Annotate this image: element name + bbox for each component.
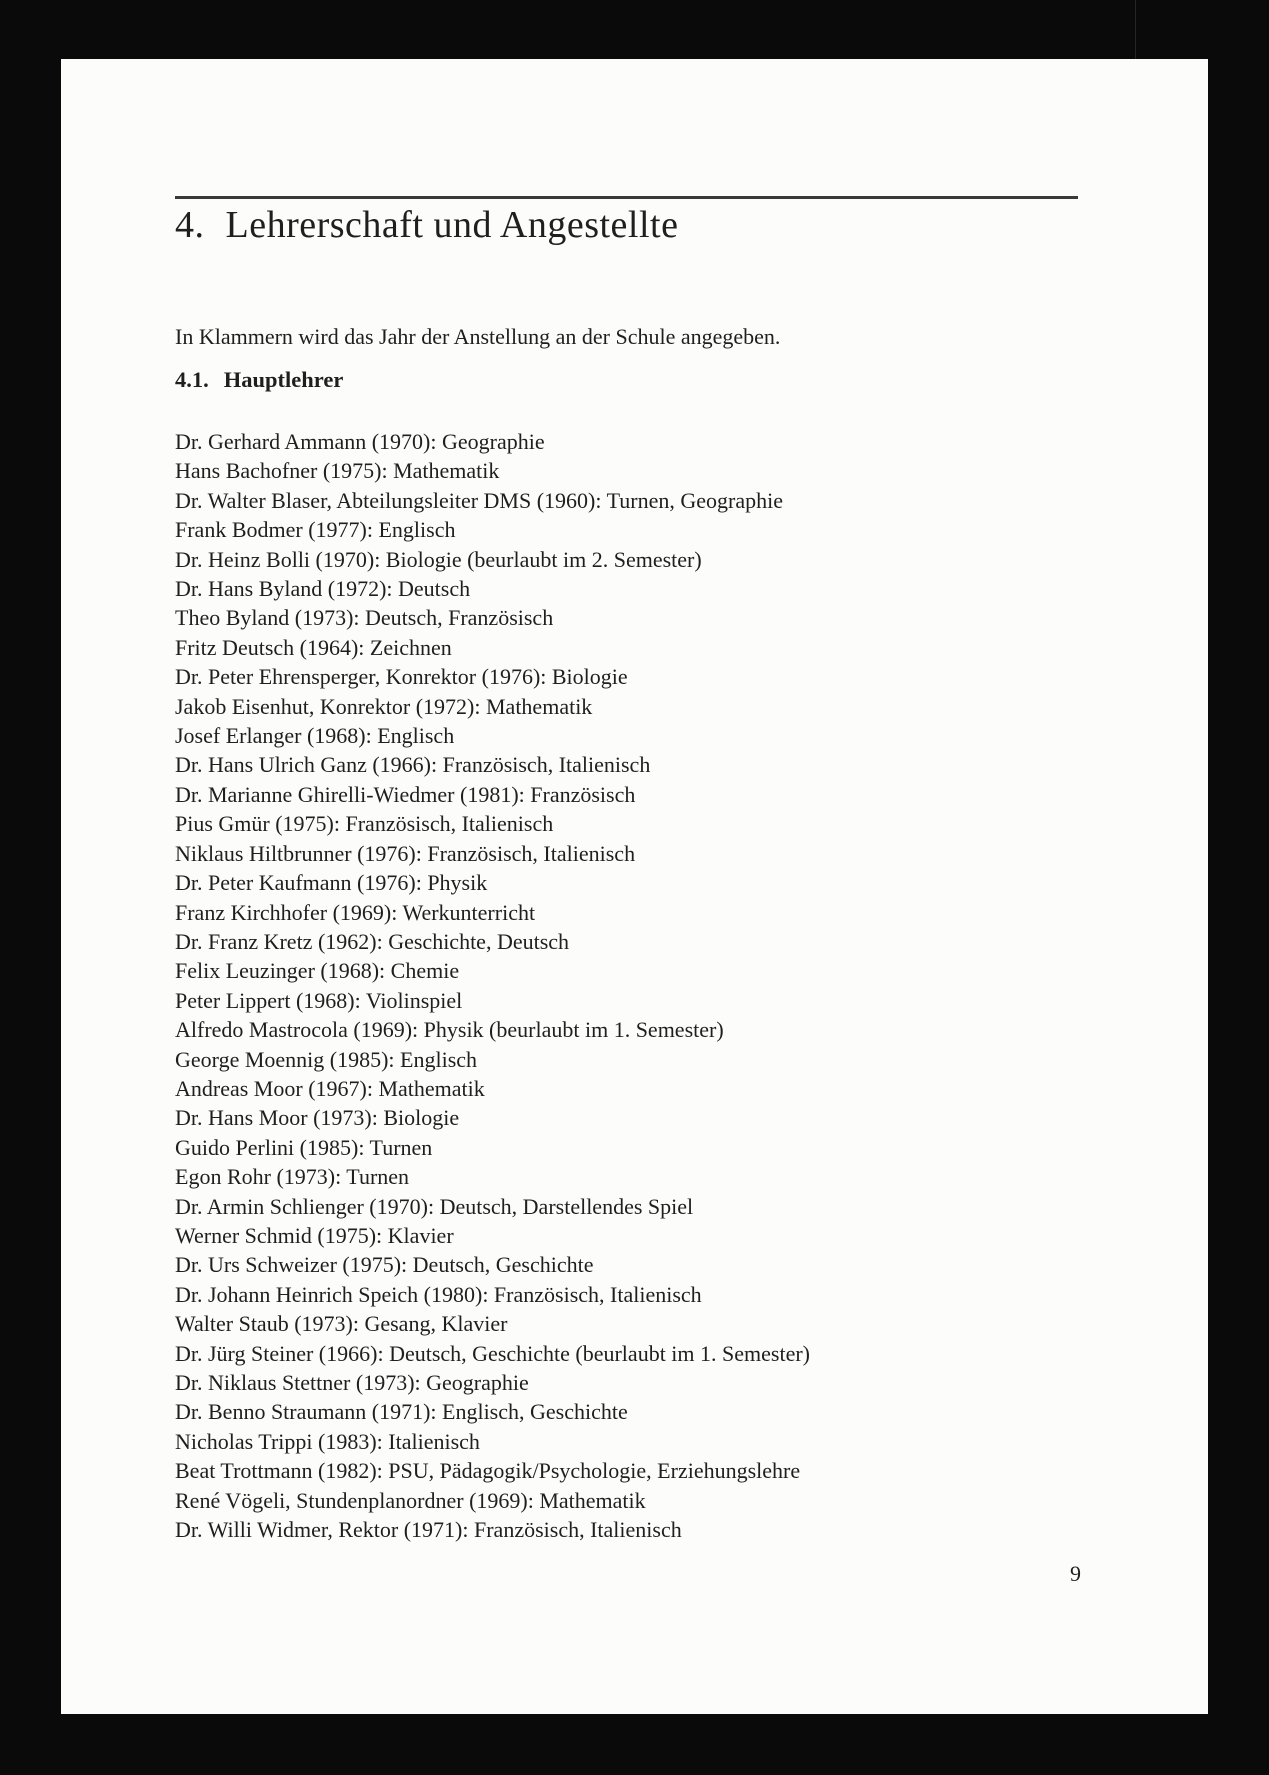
teacher-entry: Dr. Marianne Ghirelli-Wiedmer (1981): Französisch — [175, 781, 636, 807]
teacher-entry: Hans Bachofner (1975): Mathematik — [175, 458, 500, 484]
teacher-entry: Beat Trottmann (1982): PSU, Pädagogik/Psychologie, Erziehungslehre — [175, 1458, 801, 1484]
teacher-entry: Jakob Eisenhut, Konrektor (1972): Mathematik — [175, 693, 593, 719]
teacher-entry: Walter Staub (1973): Gesang, Klavier — [175, 1311, 508, 1337]
teacher-entry: Dr. Willi Widmer, Rektor (1971): Französisch, Italienisch — [175, 1517, 682, 1543]
teacher-entry: Felix Leuzinger (1968): Chemie — [175, 958, 460, 984]
teacher-entry: Dr. Franz Kretz (1962): Geschichte, Deutsch — [175, 928, 570, 954]
document-page — [61, 59, 1208, 1714]
teacher-entry: Frank Bodmer (1977): Englisch — [175, 517, 456, 543]
teacher-entry: Peter Lippert (1968): Violinspiel — [175, 987, 463, 1013]
teacher-entry: Dr. Hans Moor (1973): Biologie — [175, 1105, 460, 1131]
teacher-entry: Josef Erlanger (1968): Englisch — [175, 723, 455, 749]
scan-artifact-line — [1135, 0, 1136, 59]
subsection-heading — [175, 365, 343, 394]
teacher-entry: Egon Rohr (1973): Turnen — [175, 1164, 410, 1190]
teacher-list — [175, 427, 810, 1544]
teacher-entry: Niklaus Hiltbrunner (1976): Französisch, Italienisch — [175, 840, 636, 866]
teacher-entry: Dr. Heinz Bolli (1970): Biologie (beurlaubt im 2. Semester) — [175, 546, 702, 572]
teacher-entry: Dr. Hans Byland (1972): Deutsch — [175, 576, 471, 602]
teacher-entry: Dr. Peter Kaufmann (1976): Physik — [175, 870, 488, 896]
teacher-entry: Dr. Johann Heinrich Speich (1980): Französisch, Italienisch — [175, 1281, 702, 1307]
intro-paragraph: In Klammern wird das Jahr der Anstellung an der Schule angegeben. — [175, 324, 781, 349]
teacher-entry: Dr. Armin Schlienger (1970): Deutsch, Darstellendes Spiel — [175, 1193, 694, 1219]
teacher-entry: René Vögeli, Stundenplanordner (1969): Mathematik — [175, 1487, 646, 1513]
teacher-entry: Dr. Urs Schweizer (1975): Deutsch, Geschichte — [175, 1252, 594, 1278]
teacher-entry: Dr. Walter Blaser, Abteilungsleiter DMS (1960): Turnen, Geographie — [175, 487, 783, 513]
section-number: 4. — [175, 204, 205, 246]
teacher-entry: Nicholas Trippi (1983): Italienisch — [175, 1428, 480, 1454]
teacher-entry: Andreas Moor (1967): Mathematik — [175, 1075, 485, 1101]
teacher-entry: Pius Gmür (1975): Französisch, Italienisch — [175, 811, 554, 837]
section-divider-line — [175, 196, 1078, 199]
teacher-entry: Franz Kirchhofer (1969): Werkunterricht — [175, 899, 536, 925]
teacher-entry: Alfredo Mastrocola (1969): Physik (beurlaubt im 1. Semester) — [175, 1017, 724, 1043]
section-heading — [175, 203, 678, 249]
page-number: 9 — [1070, 1561, 1081, 1586]
teacher-entry: Dr. Gerhard Ammann (1970): Geographie — [175, 429, 545, 454]
teacher-entry: Fritz Deutsch (1964): Zeichnen — [175, 634, 452, 660]
teacher-entry: Dr. Hans Ulrich Ganz (1966): Französisch, Italienisch — [175, 752, 651, 778]
teacher-entry: George Moennig (1985): Englisch — [175, 1046, 478, 1072]
teacher-entry: Dr. Benno Straumann (1971): Englisch, Geschichte — [175, 1399, 628, 1425]
subsection-number: 4.1. — [175, 367, 209, 392]
section-title: Lehrerschaft und Angestellte — [225, 204, 679, 246]
teacher-entry: Theo Byland (1973): Deutsch, Französisch — [175, 605, 554, 631]
teacher-entry: Dr. Niklaus Stettner (1973): Geographie — [175, 1370, 529, 1395]
teacher-entry: Dr. Peter Ehrensperger, Konrektor (1976): Biologie — [175, 664, 628, 690]
subsection-title: Hauptlehrer — [223, 367, 344, 392]
teacher-entry: Guido Perlini (1985): Turnen — [175, 1134, 433, 1160]
teacher-entry: Dr. Jürg Steiner (1966): Deutsch, Geschichte (beurlaubt im 1. Semester) — [175, 1340, 810, 1366]
teacher-entry: Werner Schmid (1975): Klavier — [175, 1222, 454, 1248]
